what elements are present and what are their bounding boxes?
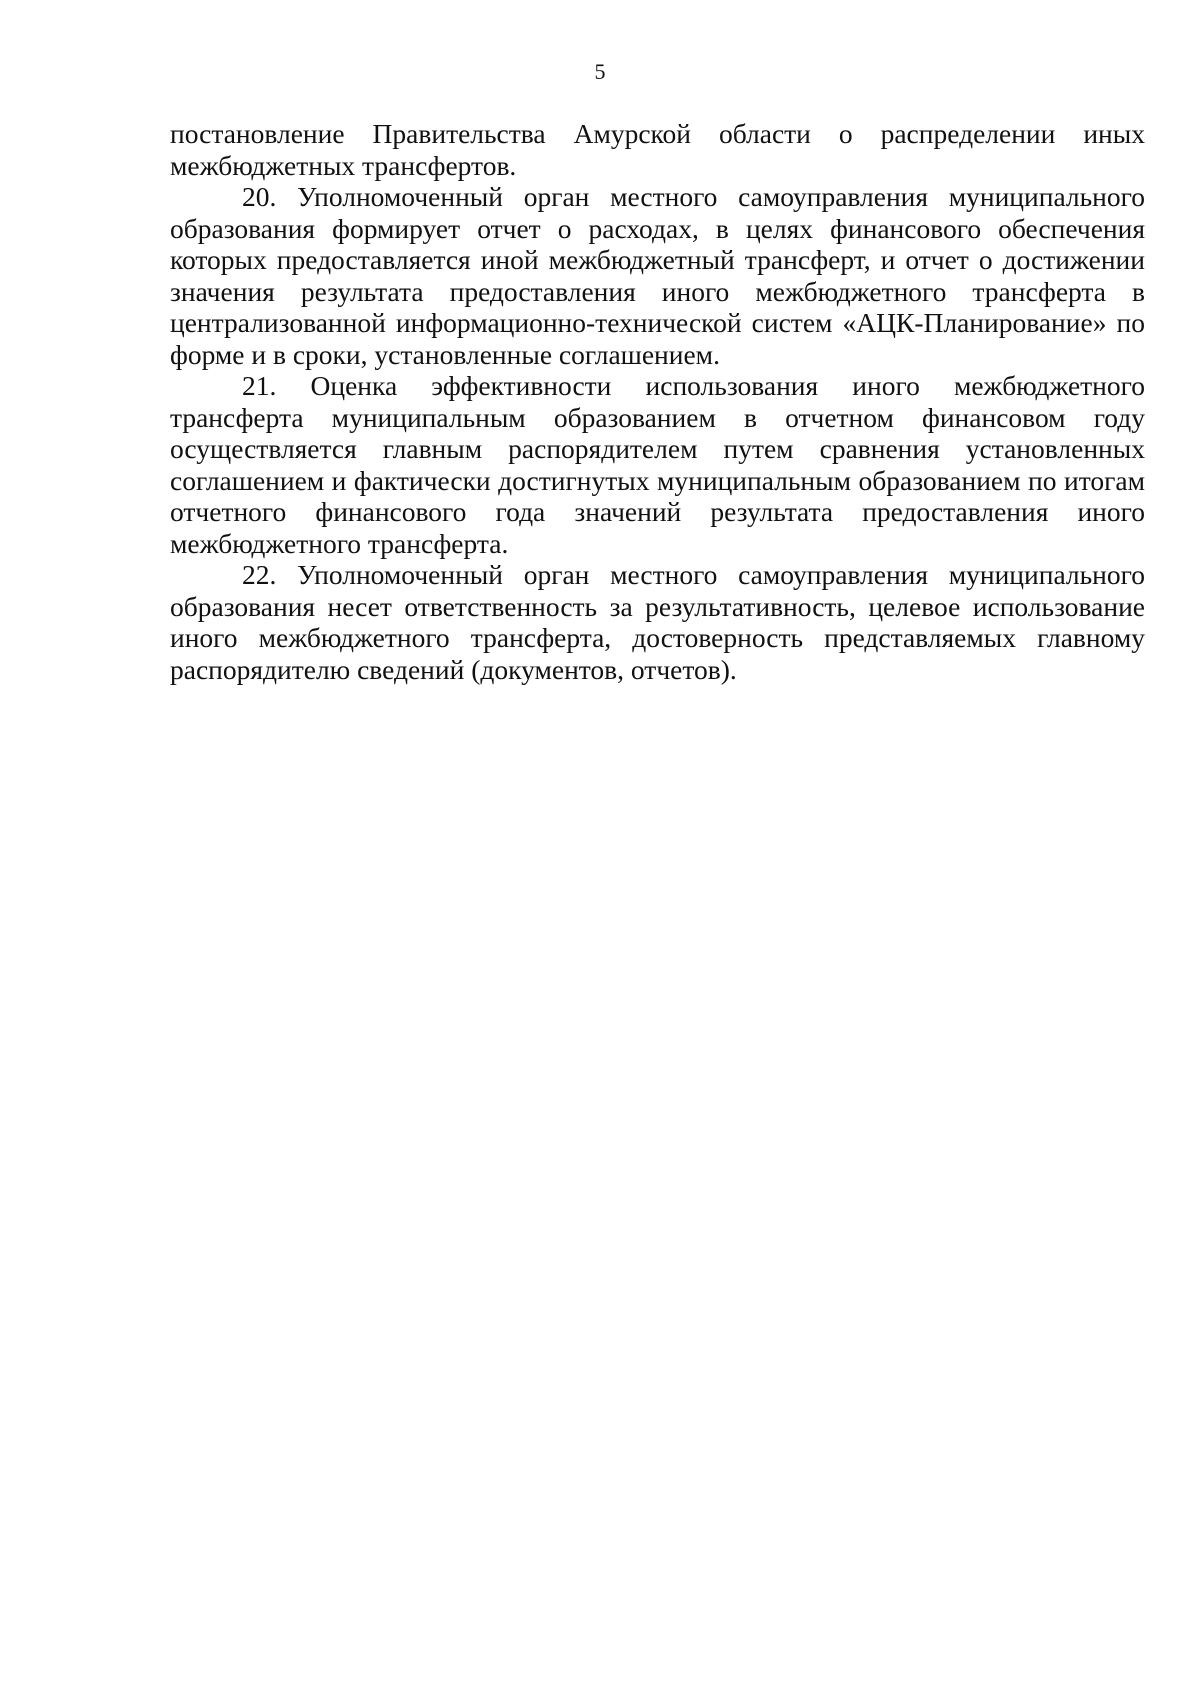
- page-number: 5: [594, 59, 606, 84]
- paragraph-item-20: 20. Уполномоченный орган местного самоуправления муниципального образования формирует отчет о расходах, в целях финансового обеспечения которых предоставляется иной межбюджетный трансферт, и отчет о достижении значения результата предоставления иного межбюджетного трансферта в централизованной информационно-технической систем «АЦК-Планирование» по форме и в сроки, установленные соглашением.: [170, 181, 1145, 370]
- document-body: [170, 118, 1145, 685]
- paragraph-item-22: 22. Уполномоченный орган местного самоуправления муниципального образования несет ответственность за результативность, целевое использование иного межбюджетного трансферта, достоверность представляемых главному распорядителю сведений (документов, отчетов).: [170, 559, 1145, 685]
- paragraph-item-21: 21. Оценка эффективности использования иного межбюджетного трансферта муниципальным образованием в отчетном финансовом году осуществляется главным распорядителем путем сравнения установленных соглашением и фактически достигнутых муниципальным образованием по итогам отчетного финансового года значений результата предоставления иного межбюджетного трансферта.: [170, 370, 1145, 559]
- paragraph-continuation: постановление Правительства Амурской области о распределении иных межбюджетных трансфертов.: [170, 118, 1145, 181]
